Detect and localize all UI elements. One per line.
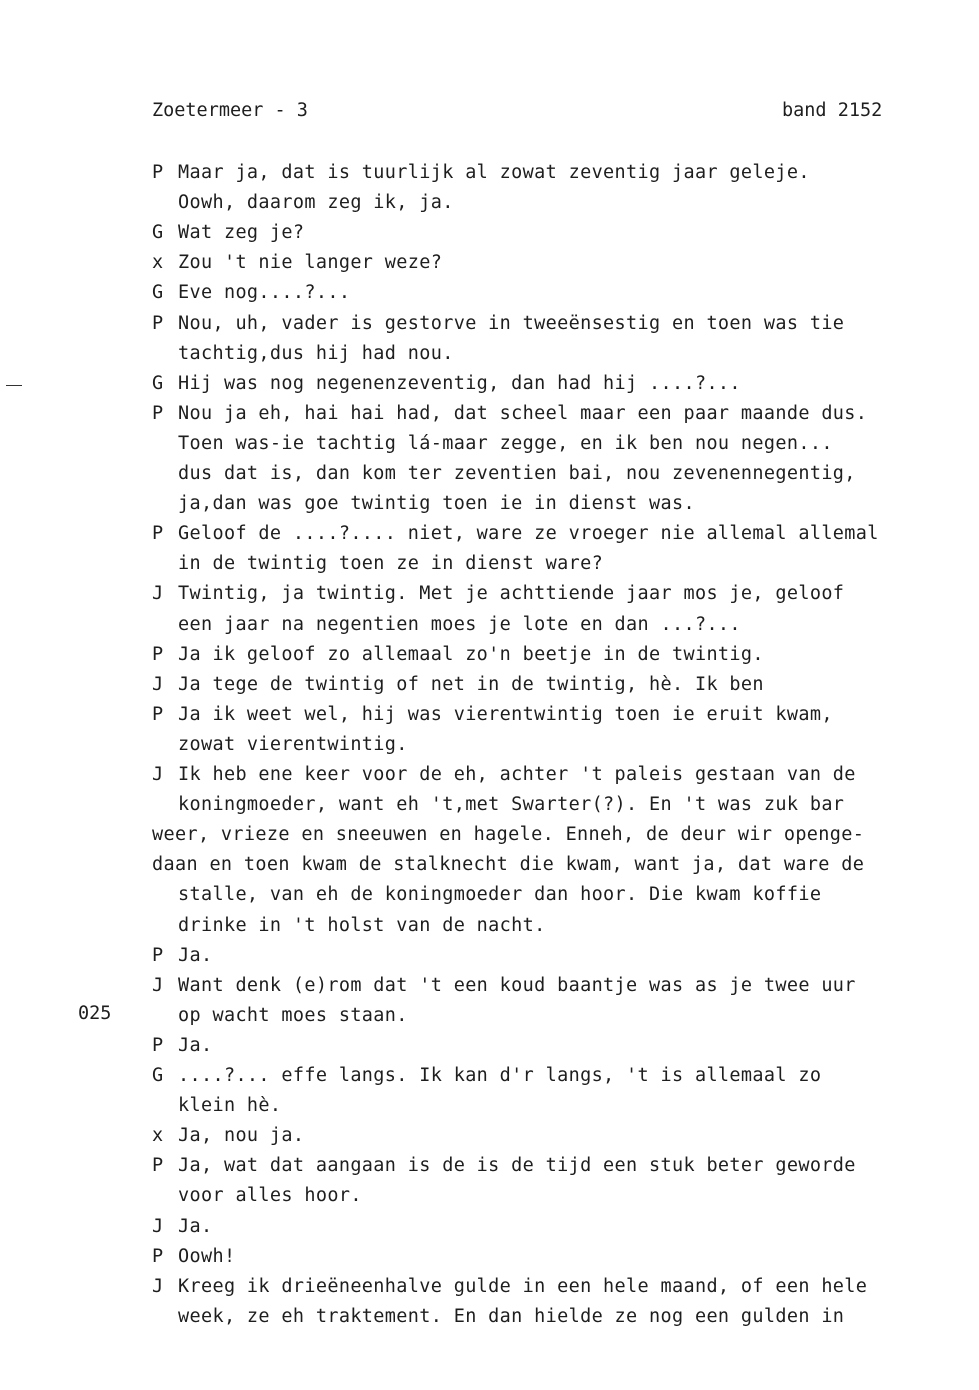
speaker-label: J xyxy=(152,583,164,605)
utterance-text: weer, vrieze en sneeuwen en hagele. Enneh, de deur wir openge- xyxy=(152,824,865,846)
speaker-label: x xyxy=(152,252,164,274)
utterance-text: Wat zeg je? xyxy=(178,222,305,244)
utterance-text: tachtig,dus hij had nou. xyxy=(178,342,454,364)
speaker-label: P xyxy=(152,643,164,665)
utterance-text: Oowh! xyxy=(178,1245,236,1267)
utterance-text: daan en toen kwam de stalknecht die kwam, want ja, dat ware de xyxy=(152,854,865,876)
speaker-label: J xyxy=(152,764,164,785)
utterance-text: ja,dan was goe twintig toen ie in dienst was. xyxy=(178,493,695,515)
utterance-text: Kreeg ik drieëneenhalve gulde in een hele maand, of een hele xyxy=(178,1275,868,1297)
utterance-text: ....?... effe langs. Ik kan d'r langs, 't is allemaal zo xyxy=(178,1065,822,1086)
speaker-label: P xyxy=(152,162,164,183)
speaker-label: J xyxy=(152,1275,164,1297)
utterance-text: op wacht moes staan. xyxy=(178,1004,408,1026)
speaker-label: J xyxy=(152,673,164,695)
utterance-text: Ja tege de twintig of net in de twintig, hè. Ik ben xyxy=(178,673,764,695)
utterance-text: Nou, uh, vader is gestorve in tweeënsestig en toen was tie xyxy=(178,312,845,334)
speaker-label: G xyxy=(152,282,164,304)
tape-number: band 2152 xyxy=(782,100,883,121)
utterance-text: Nou ja eh, hai hai had, dat scheel maar een paar maande dus. xyxy=(178,402,868,424)
utterance-text: voor alles hoor. xyxy=(178,1185,362,1207)
speaker-label: J xyxy=(152,1215,164,1237)
utterance-text: Ik heb ene keer voor de eh, achter 't paleis gestaan van de xyxy=(178,764,856,785)
speaker-label: G xyxy=(152,372,164,394)
speaker-label: P xyxy=(152,1245,164,1267)
utterance-text: Hij was nog negenenzeventig, dan had hij ....?... xyxy=(178,372,741,394)
utterance-text: Ja. xyxy=(178,1215,213,1237)
utterance-text: Ja ik geloof zo allemaal zo'n beetje in de twintig. xyxy=(178,643,764,665)
utterance-text: week, ze eh traktement. En dan hielde ze nog een gulden in xyxy=(178,1305,845,1327)
margin-counter: 025 xyxy=(78,1003,112,1024)
speaker-label: G xyxy=(152,1065,164,1086)
speaker-label: P xyxy=(152,523,164,545)
speaker-label: P xyxy=(152,1034,164,1056)
page-title: Zoetermeer - 3 xyxy=(152,100,308,121)
utterance-text: Want denk (e)rom dat 't een koud baantje was as je twee uur xyxy=(178,974,856,996)
utterance-text: Zou 't nie langer weze? xyxy=(178,252,443,274)
utterance-text: een jaar na negentien moes je lote en dan ...?... xyxy=(178,613,741,635)
speaker-label: J xyxy=(152,974,164,996)
utterance-text: zowat vierentwintig. xyxy=(178,733,408,755)
utterance-text: Ja, wat dat aangaan is de is de tijd een stuk beter geworde xyxy=(178,1155,856,1177)
utterance-text: in de twintig toen ze in dienst ware? xyxy=(178,553,604,575)
utterance-text: dus dat is, dan kom ter zeventien bai, nou zevenennegentig, xyxy=(178,463,856,484)
speaker-label: P xyxy=(152,703,164,725)
speaker-label: P xyxy=(152,402,164,424)
utterance-text: Ja ik weet wel, hij was vierentwintig toen ie eruit kwam, xyxy=(178,703,833,725)
utterance-text: Maar ja, dat is tuurlijk al zowat zeventig jaar geleje. xyxy=(178,162,810,183)
utterance-text: Twintig, ja twintig. Met je achttiende jaar mos je, geloof xyxy=(178,583,845,605)
speaker-label: G xyxy=(152,222,164,244)
utterance-text: Ja, nou ja. xyxy=(178,1125,305,1147)
utterance-text: Eve nog....?... xyxy=(178,282,351,304)
utterance-text: Toen was-ie tachtig lá-maar zegge, en ik ben nou negen... xyxy=(178,432,833,454)
margin-dash xyxy=(6,385,22,386)
utterance-text: drinke in 't holst van de nacht. xyxy=(178,914,546,936)
speaker-label: x xyxy=(152,1125,164,1147)
utterance-text: klein hè. xyxy=(178,1095,282,1117)
utterance-text: Ja. xyxy=(178,944,213,966)
speaker-label: P xyxy=(152,1155,164,1177)
utterance-text: Ja. xyxy=(178,1034,213,1056)
utterance-text: Oowh, daarom zeg ik, ja. xyxy=(178,192,454,214)
utterance-text: koningmoeder, want eh 't,met Swarter(?). En 't was zuk bar xyxy=(178,794,845,816)
speaker-label: P xyxy=(152,312,164,334)
utterance-text: stalle, van eh de koningmoeder dan hoor. Die kwam koffie xyxy=(178,884,822,906)
speaker-label: P xyxy=(152,944,164,966)
utterance-text: Geloof de ....?.... niet, ware ze vroeger nie allemal allemal xyxy=(178,523,879,545)
